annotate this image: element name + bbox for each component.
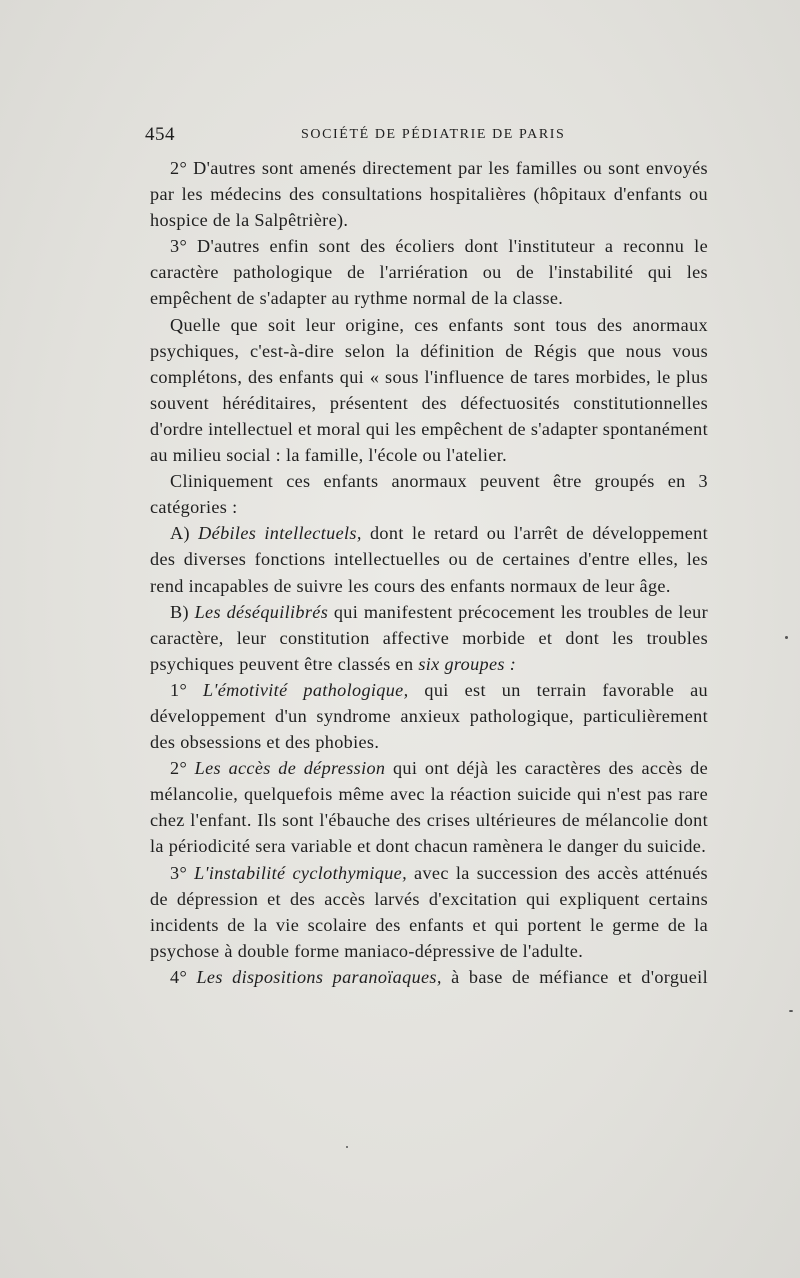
page-number: 454: [145, 124, 175, 145]
paragraph-2-text: 3° D'autres enfin sont des écoliers dont l'instituteur a reconnu le caractère pathologique de l'arriération ou de l'instabilité qui les empêchent de s'adapter au rythme normal de la classe.: [150, 236, 708, 309]
group-2-title: Les accès de dépression: [194, 758, 386, 779]
group-2-label: 2°: [170, 758, 188, 779]
paragraph-group-2: [150, 755, 708, 859]
paragraph-1: [150, 155, 708, 233]
page-header: [145, 124, 711, 146]
category-b-title: Les déséquilibrés: [194, 601, 329, 622]
paragraph-1-text: 2° D'autres sont amenés directement par les familles ou sont envoyés par les médecins des consultations hospitalières (hôpitaux d'enfants ou hospice de la Salpêtrière).: [150, 158, 708, 231]
group-1-title: L'émotivité pathologique,: [203, 679, 409, 700]
paper-speck: [785, 636, 788, 639]
category-b-label: B): [170, 601, 189, 622]
group-3-title: L'instabilité cyclothymique,: [194, 862, 407, 883]
category-a-title: Débiles intellectuels,: [198, 523, 362, 544]
group-1-text: qui est un terrain favorable au développement d'un syndrome anxieux pathologique, particulièrement des obsessions et des phobies.: [150, 679, 708, 753]
paragraph-4: [150, 468, 708, 520]
category-b-groups: six groupes :: [418, 653, 517, 674]
paper-speck: [346, 1146, 348, 1148]
running-title: SOCIÉTÉ DE PÉDIATRIE DE PARIS: [301, 127, 566, 142]
group-2-text: qui ont déjà les caractères des accès de mélancolie, quelquefois même avec la réaction suicide qui n'est pas rare chez l'enfant. Ils sont l'ébauche des crises ultérieures de mélancolie dont la périodicité sera variable et dont chacun ramènera le danger du suicide.: [150, 758, 709, 857]
paragraph-4-text: Cliniquement ces enfants anormaux peuvent être groupés en 3 catégories :: [150, 471, 708, 518]
group-3-text: avec la succession des accès atténués de dépression et des accès larvés d'excitation qui expliquent certains incidents de la vie scolaire des enfants et qui portent le germe de la psychose à double forme maniaco-dépressive de l'adulte.: [150, 862, 708, 961]
group-4-title: Les dispositions paranoïaques,: [196, 966, 442, 987]
paragraph-group-1: [150, 677, 708, 755]
paragraph-category-b: [150, 599, 708, 677]
group-4-label: 4°: [170, 966, 188, 987]
paragraph-2: [150, 233, 708, 311]
group-4-text: à base de méfiance et d'orgueil: [451, 966, 708, 987]
body-text: [150, 155, 708, 990]
category-a-text: dont le retard ou l'arrêt de développement des diverses fonctions intellectuelles ou de certaines d'entre elles, les rend incapables de suivre les cours des enfants normaux de leur âge.: [150, 523, 708, 596]
group-3-label: 3°: [170, 862, 188, 883]
paragraph-category-a: [150, 520, 708, 598]
category-a-label: A): [170, 523, 190, 544]
paragraph-3-text: Quelle que soit leur origine, ces enfants sont tous des anormaux psychiques, c'est-à-dire selon la définition de Régis que nous vous complétons, des enfants qui « sous l'influence de tares morbides, le plus souvent héréditaires, présentent des défectuosités constitutionnelles d'ordre intellectuel et moral qui les empêchent de s'adapter spontanément au milieu social : la famille, l'école ou l'atelier.: [150, 314, 708, 466]
paragraph-group-3: [150, 860, 708, 964]
category-b-text: qui manifestent précocement les troubles de leur caractère, leur constitution affective morbide et dont les troubles psychiques peuvent être classés en: [150, 601, 708, 674]
paper-speck: [789, 1010, 793, 1012]
group-1-label: 1°: [170, 679, 188, 700]
paragraph-3: [150, 312, 708, 469]
paragraph-group-4: [150, 964, 708, 990]
